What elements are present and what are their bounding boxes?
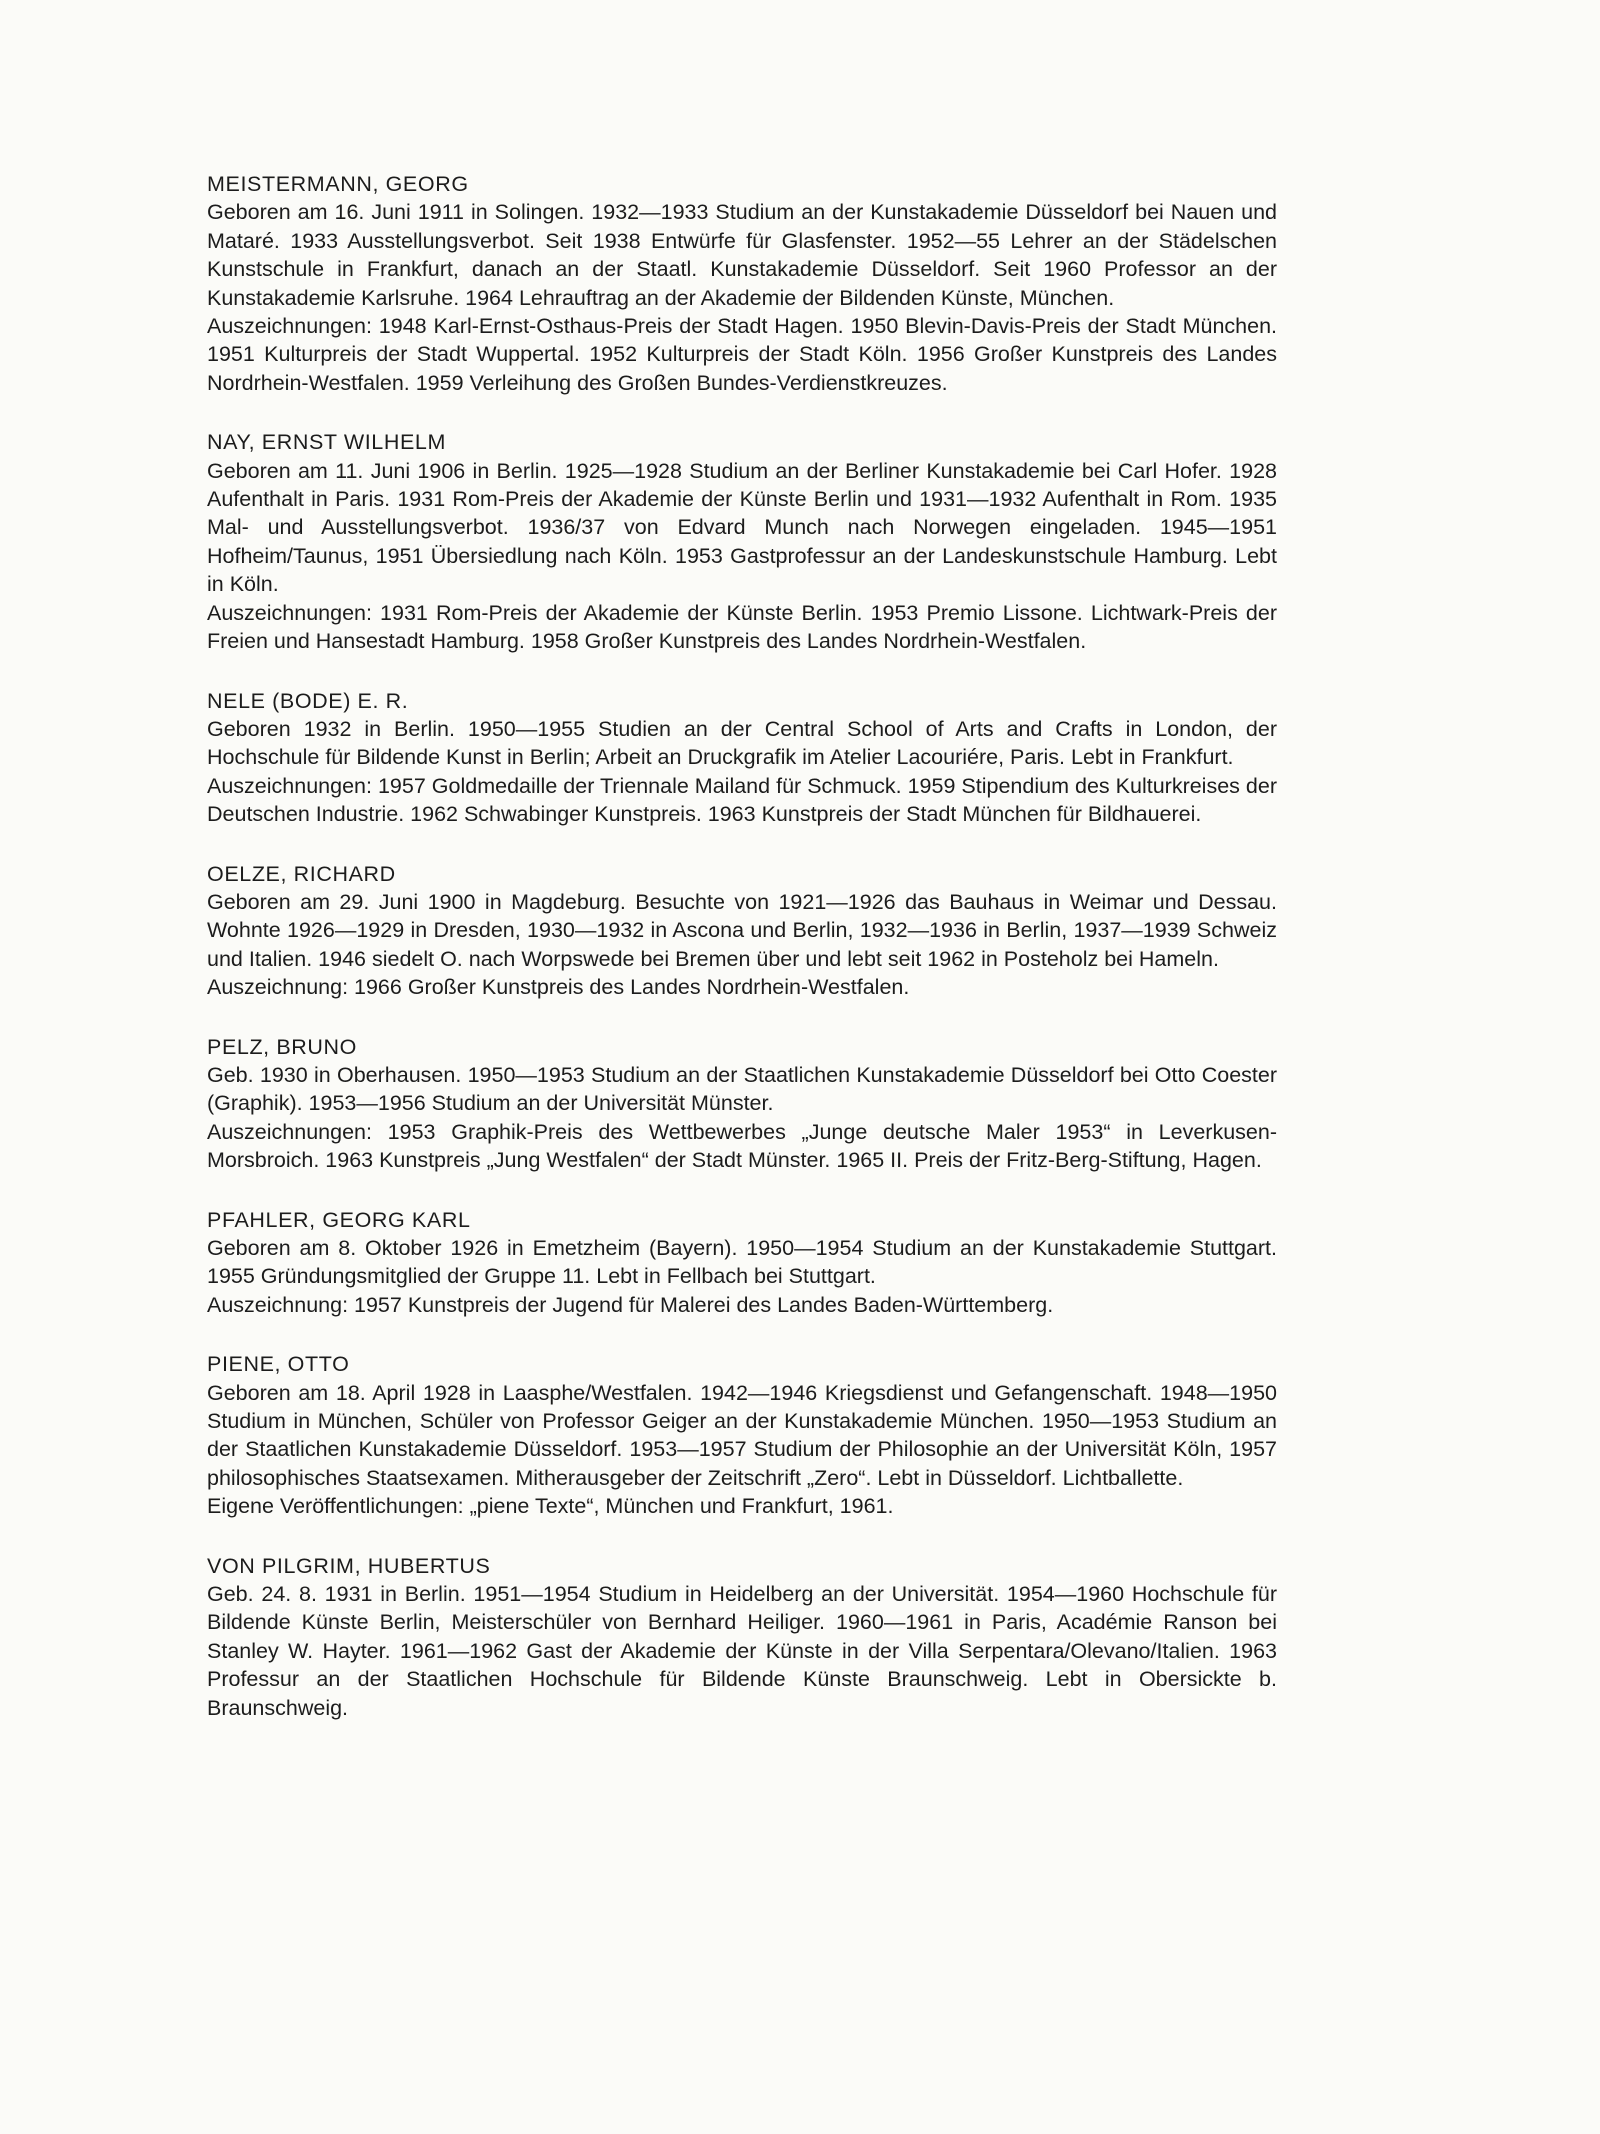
artist-entry-piene xyxy=(207,1350,1277,1520)
artist-entry-von-pilgrim xyxy=(207,1552,1277,1722)
artist-publications: Eigene Veröffentlichungen: „piene Texte“, München und Frankfurt, 1961. xyxy=(207,1494,894,1519)
artist-entry-oelze xyxy=(207,860,1277,1002)
artist-awards: Auszeichnung: 1957 Kunstpreis der Jugend für Malerei des Landes Baden-Württemberg. xyxy=(207,1292,1054,1317)
artist-name: NELE (BODE) E. R. xyxy=(207,688,409,713)
artist-awards: Auszeichnungen: 1931 Rom-Preis der Akademie der Künste Berlin. 1953 Premio Lissone. Lichtwark-Preis der Freien und Hansestadt Hamburg. 1958 Großer Kunstpreis des Landes Nordrhein-Westfalen. xyxy=(207,600,1277,654)
artist-entry-pfahler xyxy=(207,1206,1277,1320)
artist-entry-nele xyxy=(207,687,1277,829)
artist-biography: Geboren am 18. April 1928 in Laasphe/Westfalen. 1942—1946 Kriegsdienst und Gefangenschaft. 1948—1950 Studium in München, Schüler von Professor Geiger an der Kunstakademie München. 1950—1953 Studium an der Staatlichen Kunstakademie Düsseldorf. 1953—1957 Studium der Philosophie an der Universität Köln, 1957 philosophisches Staatsexamen. Mitherausgeber der Zeitschrift „Zero“. Lebt in Düsseldorf. Lichtballette. xyxy=(207,1380,1277,1490)
artist-biography: Geboren am 11. Juni 1906 in Berlin. 1925—1928 Studium an der Berliner Kunstakademie bei Carl Hofer. 1928 Aufenthalt in Paris. 1931 Rom-Preis der Akademie der Künste Berlin und 1931—1932 Aufenthalt in Rom. 1935 Mal- und Ausstellungsverbot. 1936/37 von Edvard Munch nach Norwegen eingeladen. 1945—1951 Hofheim/Taunus, 1951 Übersiedlung nach Köln. 1953 Gastprofessur an der Landeskunstschule Hamburg. Lebt in Köln. xyxy=(207,458,1277,597)
artist-biography: Geboren 1932 in Berlin. 1950—1955 Studien an der Central School of Arts and Crafts in London, der Hochschule für Bildende Kunst in Berlin; Arbeit an Druckgrafik im Atelier Lacouriére, Paris. Lebt in Frankfurt. xyxy=(207,716,1277,770)
artist-biography: Geboren am 16. Juni 1911 in Solingen. 1932—1933 Studium an der Kunstakademie Düsseldorf bei Nauen und Mataré. 1933 Ausstellungsverbot. Seit 1938 Entwürfe für Glasfenster. 1952—55 Lehrer an der Städelschen Kunstschule in Frankfurt, danach an der Staatl. Kunstakademie Düsseldorf. Seit 1960 Professor an der Kunstakademie Karlsruhe. 1964 Lehrauftrag an der Akademie der Bildenden Künste, München. xyxy=(207,200,1277,310)
artist-name: PIENE, OTTO xyxy=(207,1352,350,1377)
artist-awards: Auszeichnungen: 1953 Graphik-Preis des Wettbewerbes „Junge deutsche Maler 1953“ in Leverkusen-Morsbroich. 1963 Kunstpreis „Jung Westfalen“ der Stadt Münster. 1965 II. Preis der Fritz-Berg-Stiftung, Hagen. xyxy=(207,1119,1277,1173)
artist-biography: Geboren am 29. Juni 1900 in Magdeburg. Besuchte von 1921—1926 das Bauhaus in Weimar und Dessau. Wohnte 1926—1929 in Dresden, 1930—1932 in Ascona und Berlin, 1932—1936 in Berlin, 1937—1939 Schweiz und Italien. 1946 siedelt O. nach Worpswede bei Bremen über und lebt seit 1962 in Posteholz bei Hameln. xyxy=(207,889,1277,971)
artist-entry-pelz xyxy=(207,1033,1277,1175)
biography-column xyxy=(207,170,1277,1753)
artist-biography: Geb. 1930 in Oberhausen. 1950—1953 Studium an der Staatlichen Kunstakademie Düsseldorf bei Otto Coester (Graphik). 1953—1956 Studium an der Universität Münster. xyxy=(207,1062,1277,1116)
artist-biography: Geb. 24. 8. 1931 in Berlin. 1951—1954 Studium in Heidelberg an der Universität. 1954—1960 Hochschule für Bildende Künste Berlin, Meisterschüler von Bernhard Heiliger. 1960—1961 in Paris, Académie Ranson bei Stanley W. Hayter. 1961—1962 Gast der Akademie der Künste in der Villa Serpentara/Olevano/Italien. 1963 Professur an der Staatlichen Hochschule für Bildende Künste Braunschweig. Lebt in Obersickte b. Braunschweig. xyxy=(207,1582,1277,1720)
artist-biography: Geboren am 8. Oktober 1926 in Emetzheim (Bayern). 1950—1954 Studium an der Kunstakademie Stuttgart. 1955 Gründungsmitglied der Gruppe 11. Lebt in Fellbach bei Stuttgart. xyxy=(207,1236,1277,1289)
artist-name: VON PILGRIM, HUBERTUS xyxy=(207,1553,491,1578)
artist-name: PFAHLER, GEORG KARL xyxy=(207,1207,471,1232)
artist-awards: Auszeichnungen: 1957 Goldmedaille der Triennale Mailand für Schmuck. 1959 Stipendium des Kulturkreises der Deutschen Industrie. 1962 Schwabinger Kunstpreis. 1963 Kunstpreis der Stadt München für Bildhauerei. xyxy=(207,773,1277,827)
artist-awards: Auszeichnung: 1966 Großer Kunstpreis des Landes Nordrhein-Westfalen. xyxy=(207,975,910,1000)
artist-name: OELZE, RICHARD xyxy=(207,861,396,886)
artist-name: PELZ, BRUNO xyxy=(207,1034,357,1059)
artist-entry-meistermann xyxy=(207,170,1277,397)
artist-name: MEISTERMANN, GEORG xyxy=(207,172,469,196)
artist-entry-nay xyxy=(207,428,1277,655)
artist-awards: Auszeichnungen: 1948 Karl-Ernst-Osthaus-Preis der Stadt Hagen. 1950 Blevin-Davis-Preis der Stadt München. 1951 Kulturpreis der Stadt Wuppertal. 1952 Kulturpreis der Stadt Köln. 1956 Großer Kunstpreis des Landes Nordrhein-Westfalen. 1959 Verleihung des Großen Bundes-Verdienstkreuzes. xyxy=(207,314,1277,395)
artist-name: NAY, ERNST WILHELM xyxy=(207,430,446,455)
